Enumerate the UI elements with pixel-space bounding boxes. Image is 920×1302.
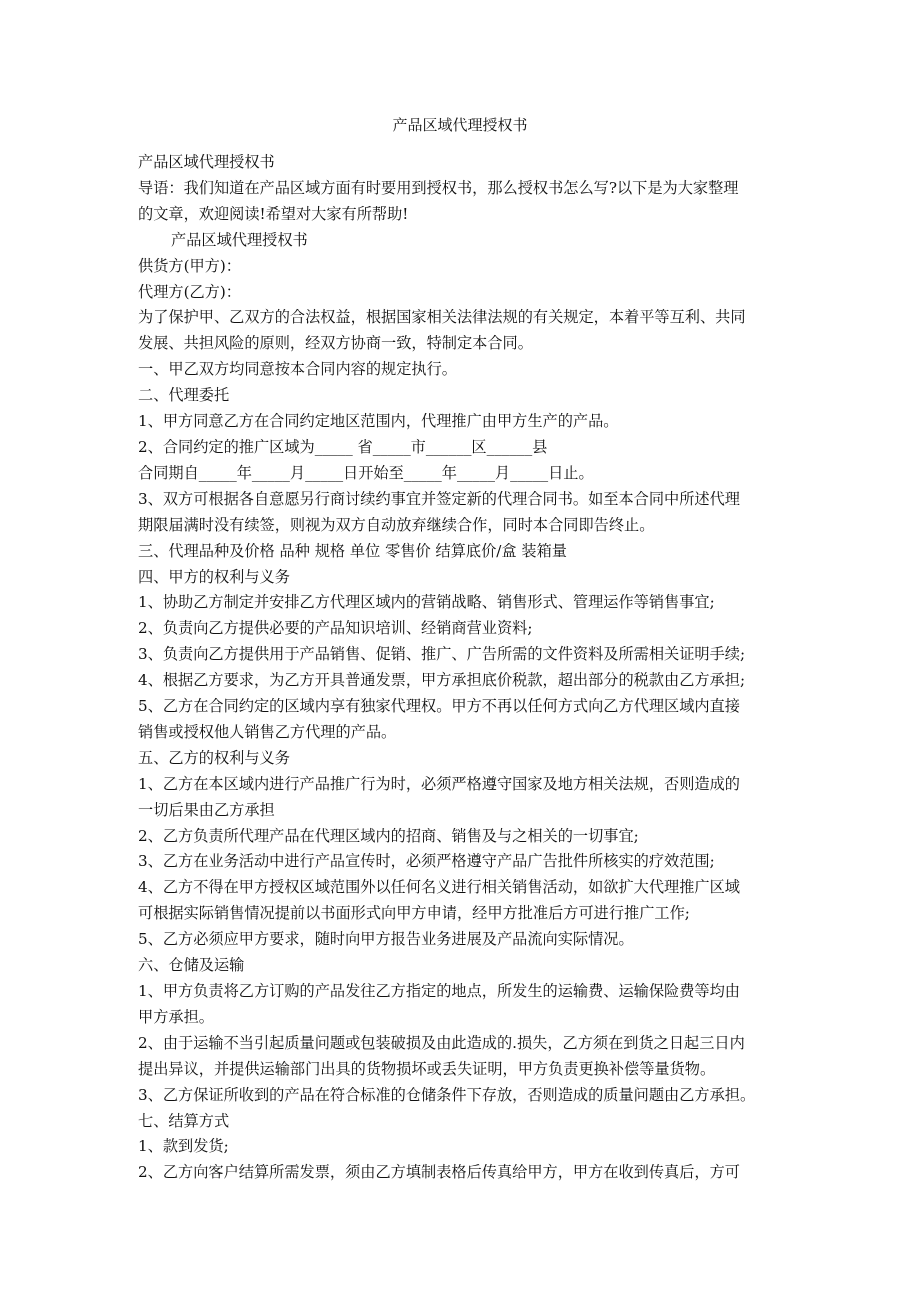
body-line: 3、负责向乙方提供用于产品销售、促销、推广、广告所需的文件资料及所需相关证明手续; xyxy=(138,645,746,664)
document-title: 产品区域代理授权书 xyxy=(392,116,528,134)
body-line: 提出异议，并提供运输部门出具的货物损坏或丢失证明，甲方负责更换补偿等量货物。 xyxy=(138,1059,716,1078)
body-line: 1、协助乙方制定并安排乙方代理区域内的营销战略、销售形式、管理运作等销售事宜; xyxy=(138,593,715,612)
section-heading: 六、仓储及运输 xyxy=(138,956,245,975)
body-line: 一、甲乙双方均同意按本合同内容的规定执行。 xyxy=(138,360,457,379)
body-line: 2、乙方负责所代理产品在代理区域内的招商、销售及与之相关的一切事宜; xyxy=(138,826,639,845)
section-heading: 七、结算方式 xyxy=(138,1111,230,1130)
body-line: 发展、共担风险的原则，经双方协商一致，特制定本合同。 xyxy=(138,334,533,353)
document-body xyxy=(138,150,793,1186)
body-line: 4、乙方不得在甲方授权区域范围外以任何名义进行相关销售活动，如欲扩大代理推广区域 xyxy=(138,878,740,897)
body-line: 甲方承担。 xyxy=(138,1007,214,1026)
body-line: 4、根据乙方要求，为乙方开具普通发票，甲方承担底价税款，超出部分的税款由乙方承担; xyxy=(138,671,746,690)
body-line: 一切后果由乙方承担 xyxy=(138,800,275,819)
body-line: 供货方(甲方)： xyxy=(138,256,241,275)
section-heading: 四、甲方的权利与义务 xyxy=(138,567,290,586)
body-line: 产品区域代理授权书 xyxy=(138,153,275,171)
body-line: 2、合同约定的推广区域为_____ 省_____市______区______县 xyxy=(138,437,548,456)
body-line: 3、双方可根据各自意愿另行商讨续约事宜并签定新的代理合同书。如至本合同中所述代理 xyxy=(138,489,740,508)
body-line: 的文章，欢迎阅读!希望对大家有所帮助! xyxy=(138,204,409,223)
section-heading: 产品区域代理授权书 xyxy=(171,230,308,249)
body-line: 5、乙方必须应甲方要求，随时向甲方报告业务进展及产品流向实际情况。 xyxy=(138,930,634,949)
body-line: 为了保护甲、乙双方的合法权益，根据国家相关法律法规的有关规定，本着平等互利、共同 xyxy=(138,308,746,327)
section-heading: 二、代理委托 xyxy=(138,386,230,405)
body-line: 3、乙方保证所收到的产品在符合标准的仓储条件下存放，否则造成的质量问题由乙方承担。 xyxy=(138,1085,756,1104)
body-line: 2、负责向乙方提供必要的产品知识培训、经销商营业资料; xyxy=(138,619,533,638)
body-line: 3、乙方在业务活动中进行产品宣传时，必须严格遵守产品广告批件所核实的疗效范围; xyxy=(138,852,715,871)
body-line: 5、乙方在合同约定的区域内享有独家代理权。甲方不再以任何方式向乙方代理区域内直接 xyxy=(138,697,740,716)
body-line: 1、甲方同意乙方在合同约定地区范围内，代理推广由甲方生产的产品。 xyxy=(138,412,619,431)
body-line: 1、甲方负责将乙方订购的产品发往乙方指定的地点，所发生的运输费、运输保险费等均由 xyxy=(138,982,740,1000)
body-line: 1、乙方在本区域内进行产品推广行为时，必须严格遵守国家及地方相关法规，否则造成的 xyxy=(138,774,740,793)
body-line: 导语：我们知道在产品区域方面有时要用到授权书，那么授权书怎么写?以下是为大家整理 xyxy=(138,178,739,197)
body-line: 代理方(乙方)： xyxy=(138,282,241,301)
body-line: 2、乙方向客户结算所需发票，须由乙方填制表格后传真给甲方，甲方在收到传真后，方可 xyxy=(138,1163,740,1182)
body-line: 期限届满时没有续签，则视为双方自动放弃继续合作，同时本合同即告终止。 xyxy=(138,515,655,534)
body-line: 2、由于运输不当引起质量问题或包装破损及由此造成的.损失，乙方须在到货之日起三日内 xyxy=(138,1033,745,1052)
body-line: 合同期自_____年_____月_____日开始至_____年_____月_____日止。 xyxy=(138,463,594,482)
body-line: 销售或授权他人销售乙方代理的产品。 xyxy=(138,722,397,741)
body-line: 可根据实际销售情况提前以书面形式向甲方申请，经甲方批准后方可进行推广工作; xyxy=(138,904,690,923)
body-line: 1、款到发货; xyxy=(138,1137,229,1156)
section-heading: 三、代理品种及价格 品种 规格 单位 零售价 结算底价/盒 装箱量 xyxy=(138,541,567,560)
section-heading: 五、乙方的权利与义务 xyxy=(138,748,290,767)
